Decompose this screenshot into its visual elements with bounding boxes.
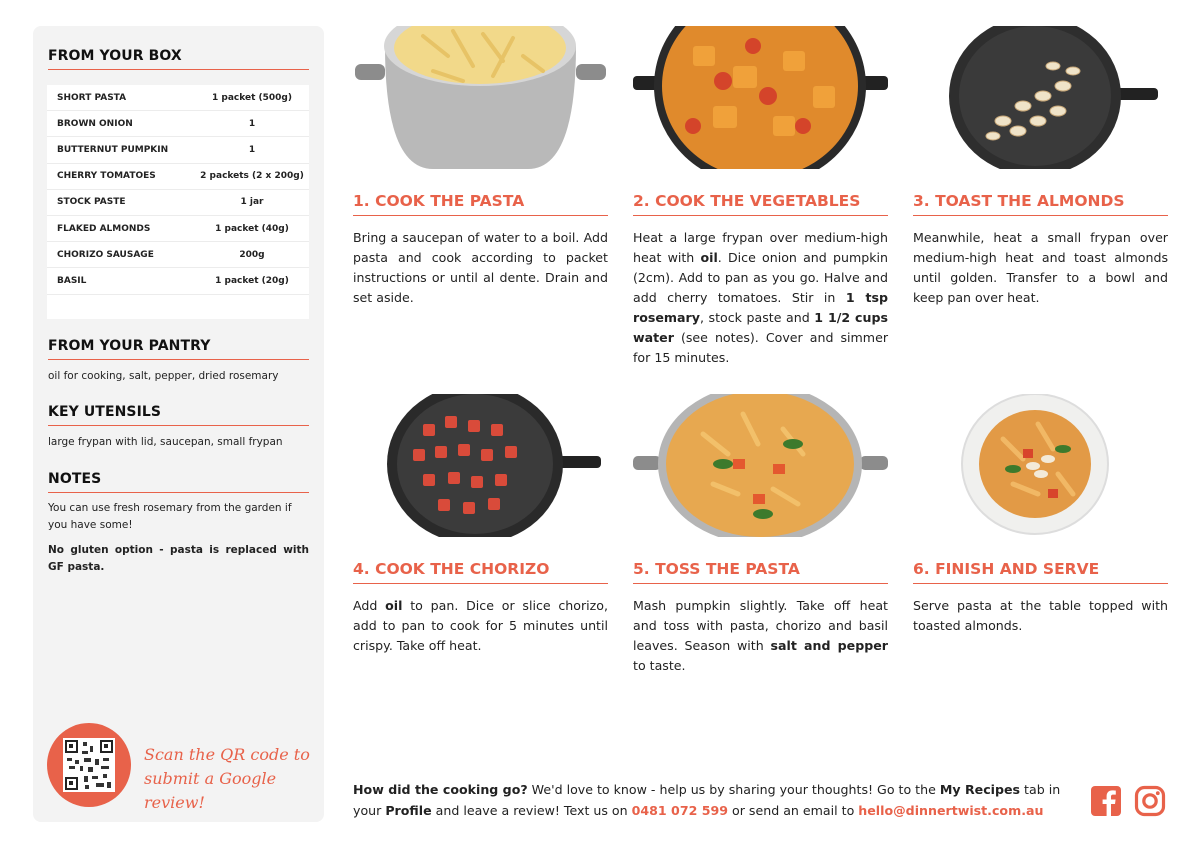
table-row <box>47 164 309 190</box>
step-body: Add oil to pan. Dice or slice chorizo, add to pan to cook for 5 minutes until crispy. Take off heat. <box>353 598 608 653</box>
table-row <box>47 242 309 268</box>
sidebar-panel <box>33 26 324 822</box>
ingredient-qty: 1 packet (500g) <box>212 92 292 103</box>
phone-link[interactable]: 0481 072 599 <box>631 803 729 818</box>
step-title: 2. COOK THE VEGETABLES <box>633 192 888 216</box>
instagram-icon[interactable] <box>1134 785 1166 817</box>
tossed-pasta-pot-image <box>633 394 888 537</box>
step-title: 1. COOK THE PASTA <box>353 192 608 216</box>
table-row <box>47 85 309 111</box>
ingredient-name: FLAKED ALMONDS <box>57 223 151 234</box>
qr-caption <box>144 743 324 815</box>
my-recipes-link[interactable]: My Recipes <box>939 782 1021 797</box>
qr-badge <box>47 723 131 807</box>
step-title: 3. TOAST THE ALMONDS <box>913 192 1168 216</box>
table-row <box>47 190 309 216</box>
qr-caption-line: submit a Google review! <box>144 769 277 812</box>
ingredient-name: STOCK PASTE <box>57 197 126 208</box>
vegetables-pan-image <box>633 26 888 169</box>
from-your-pantry-heading: FROM YOUR PANTRY <box>48 338 309 360</box>
cooked-pasta-pot-image <box>353 26 608 169</box>
qr-code-icon[interactable] <box>63 738 115 792</box>
chorizo-pan-image <box>353 394 608 537</box>
facebook-icon[interactable] <box>1090 785 1122 817</box>
ingredient-qty: 1 <box>248 144 256 155</box>
ingredient-name: BUTTERNUT PUMPKIN <box>57 144 169 155</box>
ingredient-qty: 1 <box>248 118 256 129</box>
key-utensils-heading: KEY UTENSILS <box>48 404 309 426</box>
table-row <box>47 268 309 294</box>
ingredient-name: CHORIZO SAUSAGE <box>57 249 154 260</box>
ingredient-qty: 1 packet (40g) <box>215 223 289 234</box>
ingredient-qty: 1 jar <box>240 197 264 208</box>
ingredient-qty: 200g <box>239 249 265 260</box>
toasted-almonds-pan-image <box>913 26 1168 169</box>
table-row <box>47 137 309 163</box>
served-pasta-bowl-image <box>913 394 1168 537</box>
ingredients-table <box>47 85 309 319</box>
ingredient-qty: 2 packets (2 x 200g) <box>200 171 304 182</box>
pantry-text: oil for cooking, salt, pepper, dried rosemary <box>48 370 279 382</box>
from-your-box-heading: FROM YOUR BOX <box>48 48 309 70</box>
step-title: 4. COOK THE CHORIZO <box>353 560 608 584</box>
profile-link[interactable]: Profile <box>385 803 432 818</box>
notes-heading: NOTES <box>48 471 309 493</box>
ingredient-name: BROWN ONION <box>57 118 133 129</box>
step-title: 6. FINISH AND SERVE <box>913 560 1168 584</box>
step-body: Mash pumpkin slightly. Take off heat and toss with pasta, chorizo and basil leaves. Season with salt and pepper to taste. <box>633 598 888 673</box>
step-title: 5. TOSS THE PASTA <box>633 560 888 584</box>
ingredient-qty: 1 packet (20g) <box>215 275 289 286</box>
table-row <box>47 111 309 137</box>
table-row <box>47 216 309 242</box>
ingredient-name: BASIL <box>57 275 87 286</box>
step-body: Meanwhile, heat a small frypan over medium-high heat and toast almonds until golden. Transfer to a bowl and keep pan over heat. <box>913 230 1168 305</box>
ingredient-name: SHORT PASTA <box>57 92 127 103</box>
qr-caption-line: Scan the QR code to <box>144 745 310 764</box>
step-body: Bring a saucepan of water to a boil. Add pasta and cook according to packet instructions or until al dente. Drain and set aside. <box>353 230 608 305</box>
step-body: Serve pasta at the table topped with toasted almonds. <box>913 598 1168 633</box>
email-link[interactable]: hello@dinnertwist.com.au <box>858 803 1044 818</box>
feedback-footer: How did the cooking go? We'd love to know - help us by sharing your thoughts! Go to the My Recipes tab in your Profile and leave a review! Text us on 0481 072 599 or send an email to hello@dinnertwist.com.au <box>353 782 1061 818</box>
notes-gluten-text: No gluten option - pasta is replaced with GF pasta. <box>48 544 309 573</box>
step-body: Heat a large frypan over medium-high heat with oil. Dice onion and pumpkin (2cm). Add to pan as you go. Halve and add cherry tomatoes. Stir in 1 tsp rosemary, stock paste and 1 1/2 cups water (see notes). Cover and simmer for 15 minutes. <box>633 230 888 365</box>
utensils-text: large frypan with lid, saucepan, small frypan <box>48 436 283 448</box>
notes-text: You can use fresh rosemary from the garden if you have some! <box>48 502 292 531</box>
ingredient-name: CHERRY TOMATOES <box>57 171 156 182</box>
